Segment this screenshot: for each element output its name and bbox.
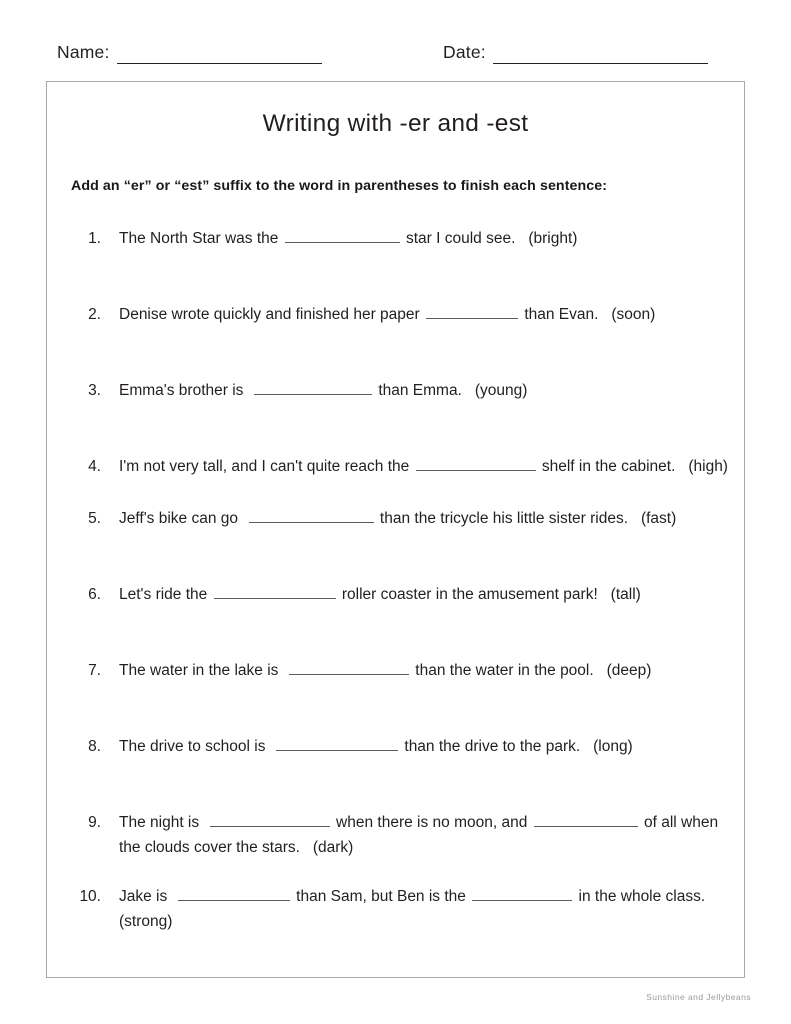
question-text — [101, 378, 746, 403]
question-row — [47, 810, 746, 860]
answer-blank[interactable] — [534, 813, 638, 827]
question-number: 6. — [88, 586, 101, 603]
sentence-text: Let's ride the — [119, 586, 212, 603]
cue-word: (fast) — [640, 510, 677, 527]
answer-blank[interactable] — [289, 661, 409, 675]
cue-word: (long) — [593, 738, 633, 755]
question-number: 4. — [88, 458, 101, 475]
question-number: 5. — [88, 510, 101, 527]
question-number: 1. — [88, 230, 101, 247]
sentence-text: than Emma. — [374, 382, 475, 399]
sentence-text: than the drive to the park. — [400, 738, 594, 755]
page-title: Writing with -er and -est — [262, 110, 529, 137]
footer-credit: Sunshine and Jellybeans — [646, 992, 751, 1002]
question-list — [47, 226, 746, 934]
cue-word: (tall) — [610, 586, 641, 603]
question-number: 9. — [88, 814, 101, 831]
question-text — [101, 734, 746, 759]
sentence-text: roller coaster in the amusement park! — [337, 586, 611, 603]
answer-blank[interactable] — [426, 305, 518, 319]
cue-word: (soon) — [611, 306, 656, 323]
answer-blank[interactable] — [254, 381, 372, 395]
sentence-text: than Evan. — [520, 306, 612, 323]
question-text — [101, 658, 746, 683]
sentence-text: The drive to school is — [119, 738, 275, 755]
question-row — [47, 582, 746, 610]
question-row — [47, 226, 746, 254]
question-row — [47, 454, 746, 482]
sentence-text: Jeff's bike can go — [119, 510, 247, 527]
question-row — [47, 734, 746, 762]
question-number: 2. — [88, 306, 101, 323]
answer-blank[interactable] — [276, 737, 398, 751]
question-text — [101, 884, 746, 934]
answer-blank[interactable] — [285, 229, 400, 243]
question-text — [101, 302, 746, 327]
sentence-text: The North Star was the — [119, 230, 283, 247]
sentence-text: than the water in the pool. — [411, 662, 607, 679]
question-number: 7. — [88, 662, 101, 679]
sentence-text: star I could see. — [401, 230, 529, 247]
question-number: 10. — [79, 888, 101, 905]
answer-blank[interactable] — [214, 585, 336, 599]
sentence-text: when there is no moon, and — [331, 814, 532, 831]
sentence-text: of all when the clouds cover the stars. — [119, 814, 723, 856]
question-row — [47, 302, 746, 330]
cue-word: (young) — [474, 382, 528, 399]
question-text — [101, 582, 746, 607]
question-number: 3. — [88, 382, 101, 399]
sentence-text: Emma's brother is — [119, 382, 253, 399]
sentence-text: I'm not very tall, and I can't quite reach the — [119, 458, 414, 475]
sentence-text: in the whole class. — [574, 888, 719, 905]
name-label: Name: — [57, 42, 110, 62]
answer-blank[interactable] — [249, 509, 374, 523]
answer-blank[interactable] — [416, 457, 536, 471]
answer-blank[interactable] — [178, 887, 290, 901]
date-label: Date: — [443, 42, 486, 62]
sentence-text: Denise wrote quickly and finished her paper — [119, 306, 425, 323]
sentence-text: than the tricycle his little sister rides. — [375, 510, 641, 527]
cue-word: (deep) — [606, 662, 652, 679]
instruction-text: Add an “er” or “est” suffix to the word in parentheses to finish each sentence: — [71, 178, 608, 194]
sentence-text: Jake is — [119, 888, 176, 905]
cue-word: (dark) — [312, 839, 354, 856]
date-field-group — [443, 44, 708, 64]
question-text — [101, 454, 746, 479]
question-text — [101, 810, 746, 860]
question-text — [101, 226, 746, 251]
worksheet-frame — [46, 81, 745, 978]
name-field-group — [57, 44, 322, 64]
question-number: 8. — [88, 738, 101, 755]
sentence-text: shelf in the cabinet. — [537, 458, 689, 475]
question-text — [101, 506, 746, 531]
date-input[interactable] — [493, 46, 708, 64]
answer-blank[interactable] — [210, 813, 330, 827]
name-input[interactable] — [117, 46, 322, 64]
question-row — [47, 378, 746, 406]
cue-word: (high) — [688, 458, 728, 475]
sentence-text: than Sam, but Ben is the — [291, 888, 471, 905]
cue-word: (bright) — [528, 230, 578, 247]
sentence-text: The water in the lake is — [119, 662, 287, 679]
question-row — [47, 884, 746, 934]
name-date-header — [0, 44, 791, 74]
question-row — [47, 506, 746, 534]
question-row — [47, 658, 746, 686]
sentence-text: The night is — [119, 814, 208, 831]
answer-blank[interactable] — [472, 887, 572, 901]
cue-word: (strong) — [119, 913, 173, 930]
